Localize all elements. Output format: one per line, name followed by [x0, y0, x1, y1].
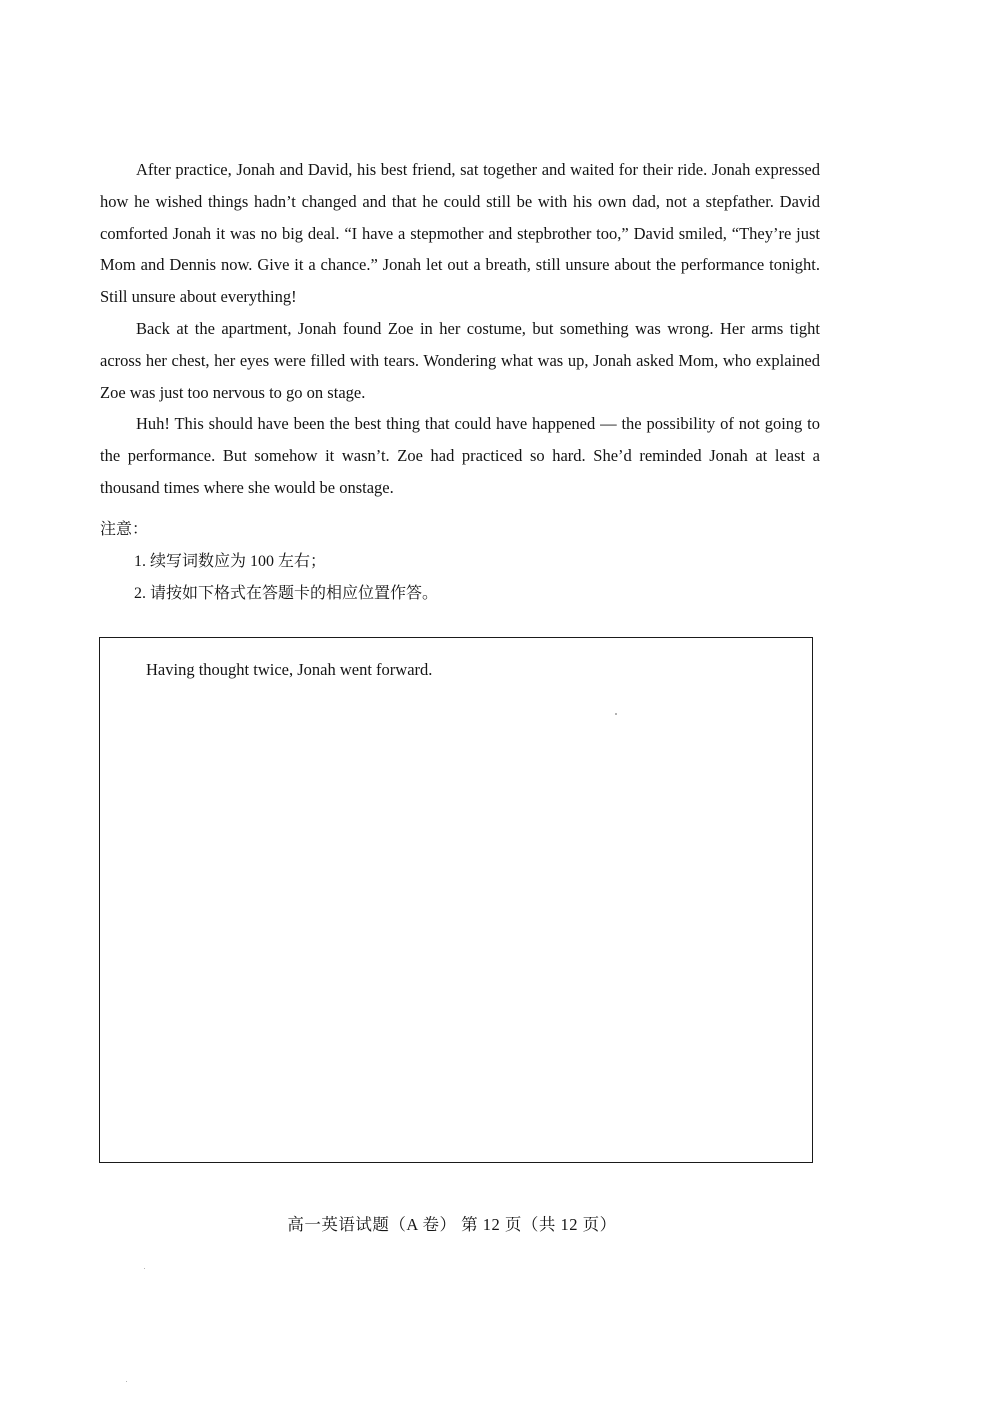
- scan-speck: [126, 1381, 127, 1382]
- notes-section: [100, 514, 820, 610]
- notes-title: 注意：: [100, 521, 149, 538]
- reading-passage: [100, 154, 820, 504]
- scan-speck: [615, 713, 617, 715]
- passage-paragraph-2: Back at the apartment, Jonah found Zoe in her costume, but something was wrong. Her arms tight across her chest, her eyes were filled with tears. Wondering what was up, Jonah asked Mom, who explained Zoe was just too nervous to go on stage.: [100, 318, 820, 402]
- notes-item-format: 2. 请按如下格式在答题卡的相应位置作答。: [134, 585, 439, 602]
- continuation-starter-sentence: Having thought twice, Jonah went forward.: [146, 660, 433, 679]
- answer-writing-box[interactable]: [99, 637, 813, 1163]
- notes-list: [100, 546, 820, 610]
- notes-item-word-count: 1. 续写词数应为 100 左右；: [134, 553, 327, 570]
- page-footer: 高一英语试题（A 卷） 第 12 页（共 12 页）: [287, 1215, 617, 1234]
- passage-paragraph-3: Huh! This should have been the best thing that could have happened — the possibility of not going to the performance. But somehow it wasn’t. Zoe had practiced so hard. She’d reminded Jonah at least a thousand times where she would be onstage.: [100, 414, 820, 497]
- passage-paragraph-1: After practice, Jonah and David, his best friend, sat together and waited for their ride. Jonah expressed how he wished things hadn’t changed and that he could still be with his own dad, not a stepfather. David comforted Jonah it was no big deal. “I have a stepmother and stepbrother too,” David smiled, “They’re just Mom and Dennis now. Give it a chance.” Jonah let out a breath, still unsure about the performance tonight. Still unsure about everything!: [100, 160, 820, 307]
- scan-speck: [144, 1268, 145, 1269]
